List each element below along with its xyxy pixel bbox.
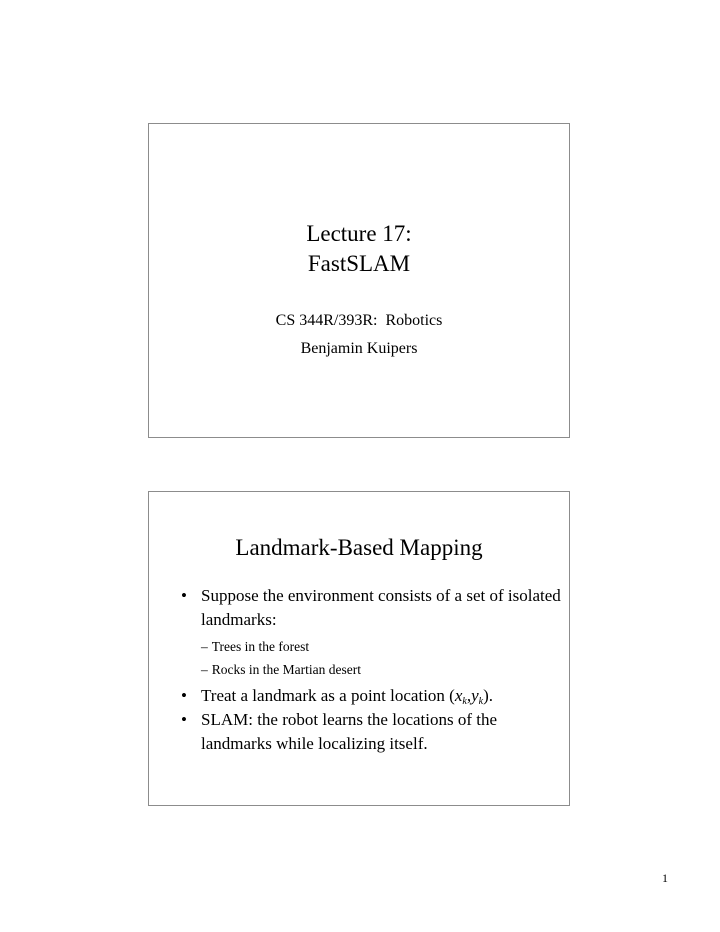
math-x: x — [454, 686, 463, 705]
lecture-subtitle — [149, 307, 569, 363]
sub-bullet-glyph: – — [201, 639, 208, 654]
bullet-text: Suppose the environment consists of a set of isolated landmarks: — [201, 586, 561, 629]
page-number: 1 — [662, 871, 668, 885]
sub-bullet-item — [201, 658, 563, 681]
bullet-list — [171, 584, 563, 756]
sub-bullet-glyph: – — [201, 662, 208, 677]
sub-bullet-item — [201, 635, 563, 658]
bullet-text — [201, 686, 493, 705]
math-y: y — [471, 686, 479, 705]
bullet-text: SLAM: the robot learns the locations of the landmarks while localizing itself. — [201, 710, 498, 753]
bullet-glyph: • — [181, 586, 187, 605]
course-name: CS 344R/393R: Robotics — [275, 312, 443, 329]
bullet-text-suffix: ). — [483, 686, 494, 705]
bullet-glyph: • — [181, 686, 187, 705]
lecture-title-line-1: Lecture 17: — [306, 221, 412, 246]
sub-bullet-text: Rocks in the Martian desert — [211, 662, 361, 677]
slide-landmark-mapping — [148, 491, 570, 806]
sub-bullet-list — [201, 635, 563, 681]
bullet-text-prefix: Treat a landmark as a point location ( — [201, 686, 455, 705]
lecture-title-line-2: FastSLAM — [307, 251, 411, 276]
bullet-item — [171, 684, 563, 708]
math-y-subscript: k — [478, 696, 484, 707]
bullet-item — [171, 708, 563, 756]
bullet-item — [171, 584, 563, 681]
slide-lecture-title — [148, 123, 570, 438]
sub-bullet-text: Trees in the forest — [211, 639, 310, 654]
author-name: Benjamin Kuipers — [300, 340, 418, 357]
math-x-subscript: k — [462, 696, 467, 707]
math-comma: , — [466, 686, 472, 705]
slide-title: Landmark-Based Mapping — [235, 535, 483, 560]
bullet-glyph: • — [181, 710, 187, 729]
lecture-title — [149, 219, 569, 279]
